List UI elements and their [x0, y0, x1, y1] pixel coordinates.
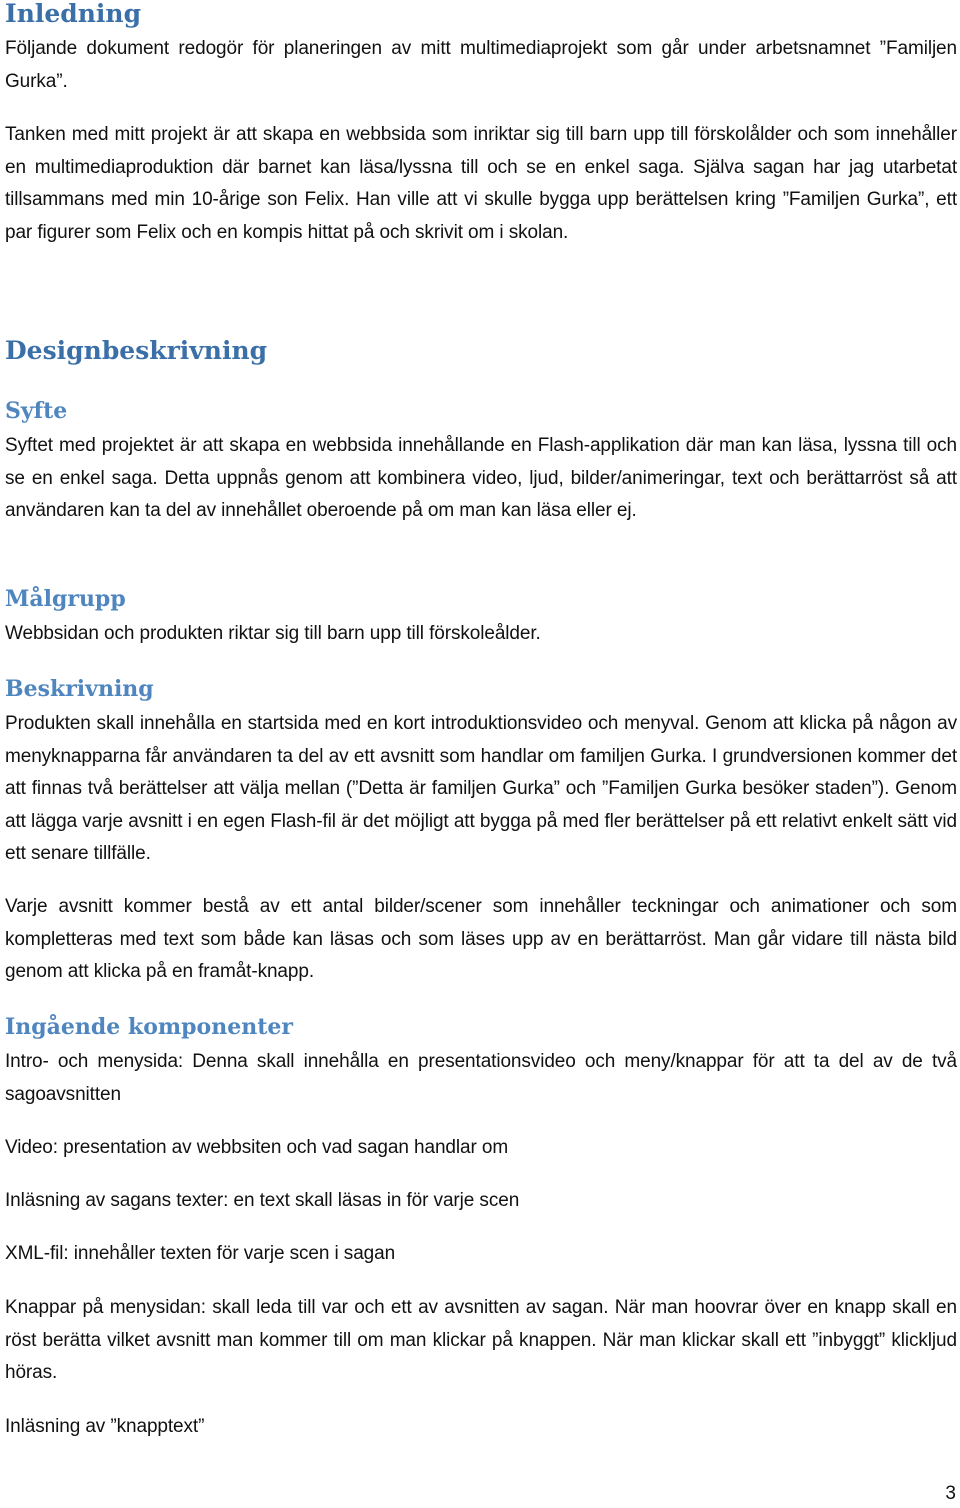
- heading-beskrivning: Beskrivning: [5, 676, 154, 702]
- component-xml-fil: XML-fil: innehåller texten för varje scen i sagan: [5, 1243, 396, 1264]
- heading-inledning: Inledning: [5, 0, 142, 28]
- paragraph-malgrupp: Webbsidan och produkten riktar sig till barn upp till förskoleålder.: [5, 623, 541, 644]
- heading-ingaende-komponenter: Ingående komponenter: [5, 1014, 293, 1040]
- component-intro-menysida: Intro- och menysida: Denna skall innehålla en presentationsvideo och meny/knappar för att ta del av de två sagoavsnitten: [5, 1051, 957, 1105]
- heading-syfte: Syfte: [5, 398, 68, 424]
- paragraph-syfte: Syftet med projektet är att skapa en webbsida innehållande en Flash-applikation där man kan läsa, lyssna till och se en enkel saga. Detta uppnås genom att kombinera video, ljud, bilder/animeringar, text och berättarröst så att användaren kan ta del av innehållet oberoende på om man kan läsa eller ej.: [5, 435, 957, 522]
- paragraph-beskrivning-1: Produkten skall innehålla en startsida med en kort introduktionsvideo och menyval. Genom att klicka på någon av menyknapparna får användaren ta del av ett avsnitt som handlar om familjen Gurka. I grundversionen kommer det att finnas två berättelser att välja mellan (”Detta är familjen Gurka” och ”Familjen Gurka besöker staden”). Genom att lägga varje avsnitt i en egen Flash-fil är det möjligt att bygga på med fler berättelser på ett relativt enkelt sätt vid ett senare tillfälle.: [5, 713, 957, 865]
- component-video: Video: presentation av webbsiten och vad sagan handlar om: [5, 1137, 509, 1158]
- page-number: 3: [945, 1483, 956, 1504]
- component-knappar-menysidan: Knappar på menysidan: skall leda till var och ett av avsnitten av sagan. När man hoovrar över en knapp skall en röst berätta vilket avsnitt man kommer till om man klickar på knappen. När man klickar skall ett ”inbyggt” klickljud höras.: [5, 1297, 957, 1384]
- component-inlasning-sagans-texter: Inläsning av sagans texter: en text skall läsas in för varje scen: [5, 1190, 520, 1211]
- component-inlasning-knapptext: Inläsning av ”knapptext”: [5, 1416, 205, 1437]
- heading-designbeskrivning: Designbeskrivning: [5, 336, 268, 365]
- heading-malgrupp: Målgrupp: [5, 586, 126, 612]
- paragraph-inledning-2: Tanken med mitt projekt är att skapa en webbsida som inriktar sig till barn upp till förskolålder och som innehåller en multimediaproduktion där barnet kan läsa/lyssna till och se en enkel saga. Själva sagan har jag utarbetat tillsammans med min 10-årige son Felix. Han ville att vi skulle bygga upp berättelsen kring ”Familjen Gurka”, ett par figurer som Felix och en kompis hittat på och skrivit om i skolan.: [5, 124, 957, 243]
- paragraph-beskrivning-2: Varje avsnitt kommer bestå av ett antal bilder/scener som innehåller teckningar och animationer och som kompletteras med text som både kan läsas och som läses upp av en berättarröst. Man går vidare till nästa bild genom att klicka på en framåt-knapp.: [5, 896, 957, 983]
- paragraph-inledning-1: Följande dokument redogör för planeringen av mitt multimediaprojekt som går under arbetsnamnet ”Familjen Gurka”.: [5, 38, 957, 92]
